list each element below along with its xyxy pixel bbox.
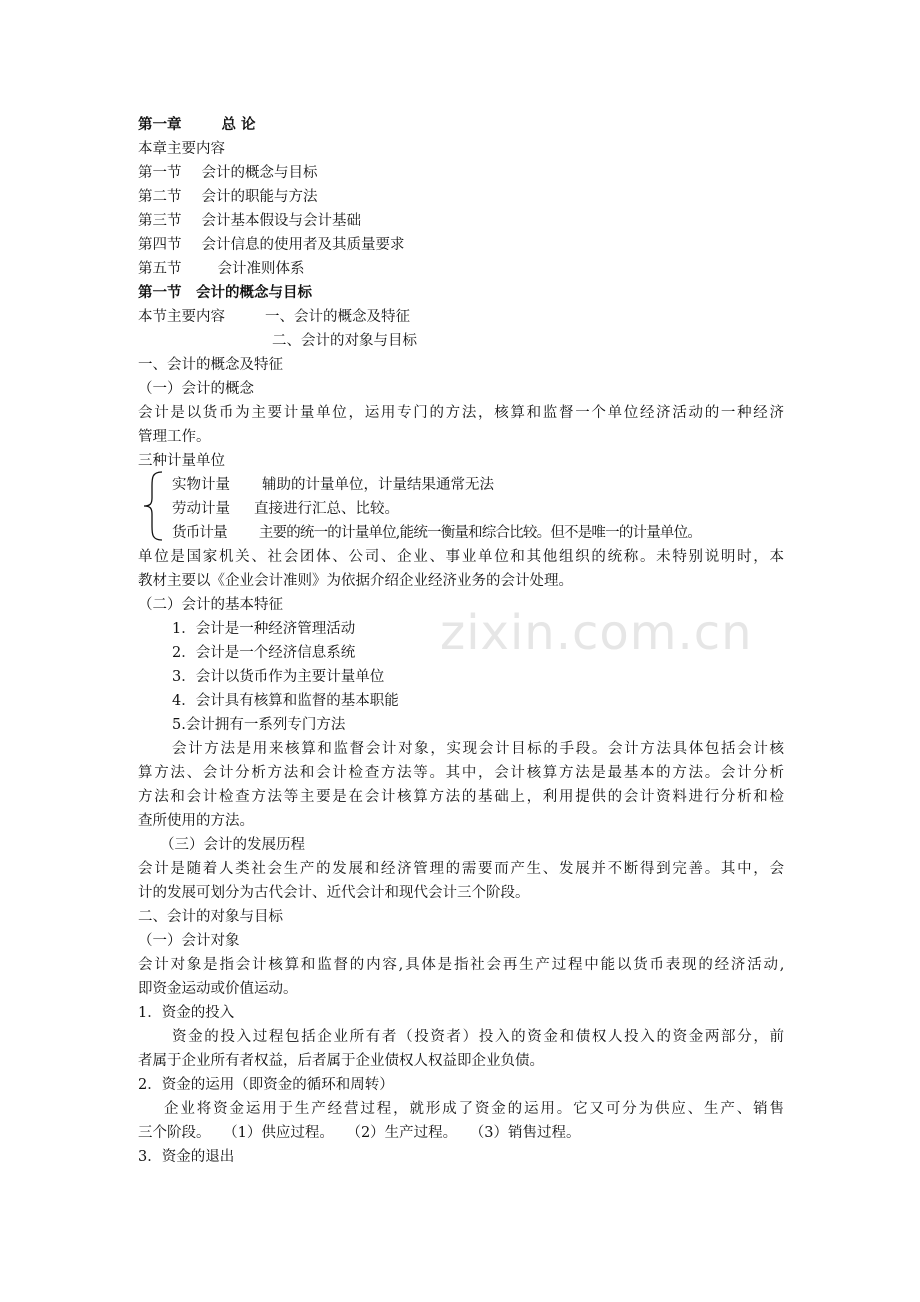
unit-row — [172, 499, 399, 519]
part2-heading: 二、会计的对象与目标 — [138, 909, 283, 925]
method-paragraph-line: 会计方法是用来核算和监督会计对象，实现会计目标的手段。会计方法具体包括会计核 — [172, 741, 784, 757]
unit-name: 劳动计量 — [172, 501, 230, 517]
unit-desc: 主要的统一的计量单位,能统一衡量和综合比较。但不是唯一的计量单位。 — [258, 525, 702, 541]
contents-heading: 本章主要内容 — [138, 141, 225, 157]
chapter-heading — [138, 115, 256, 135]
unit-desc: 辅助的计量单位，计量结果通常无法 — [262, 477, 494, 493]
section-summary-label: 本节主要内容 — [138, 309, 225, 325]
unit-name: 实物计量 — [172, 477, 230, 493]
curly-brace-icon — [140, 470, 166, 542]
feature-item: 5.会计拥有一系列专门方法 — [172, 717, 346, 733]
part1-sub1: （一）会计的概念 — [138, 381, 254, 397]
object-paragraph-line: 即资金运动或价值运动。 — [138, 981, 298, 997]
definition-line: 会计是以货币为主要计量单位，运用专门的方法，核算和监督一个单位经济活动的一种经济 — [138, 405, 784, 421]
section-heading: 第一节 会计的概念与目标 — [138, 284, 312, 301]
contents-item: 第三节 会计基本假设与会计基础 — [138, 213, 361, 229]
unit-desc: 直接进行汇总、比较。 — [254, 501, 399, 517]
method-paragraph-line: 查所使用的方法。 — [138, 813, 254, 829]
part2-sub1: （一）会计对象 — [138, 933, 240, 949]
unit-row — [172, 523, 701, 543]
feature-item: 1．会计是一种经济管理活动 — [172, 621, 356, 637]
method-paragraph-line: 算方法、会计分析方法和会计检查方法等。其中，会计核算方法是最基本的方法。会计分析 — [138, 765, 784, 781]
capital-item-heading: 1．资金的投入 — [138, 1005, 235, 1021]
unit-row — [172, 475, 494, 495]
definition-line: 管理工作。 — [138, 429, 211, 445]
contents-item: 第五节 会计准则体系 — [138, 261, 305, 277]
capital-paragraph-line: 三个阶段。 （1）供应过程。 （2）生产过程。 （3）销售过程。 — [138, 1125, 581, 1141]
watermark-text: zixin.com.cn — [440, 605, 753, 661]
chapter-title: 总 论 — [221, 116, 256, 133]
capital-paragraph-line: 者属于企业所有者权益，后者属于企业债权人权益即企业负债。 — [138, 1053, 544, 1069]
units-heading: 三种计量单位 — [138, 453, 225, 469]
contents-item: 第四节 会计信息的使用者及其质量要求 — [138, 237, 405, 253]
contents-item: 第一节 会计的概念与目标 — [138, 165, 318, 181]
development-line: 计的发展可划分为古代会计、近代会计和现代会计三个阶段。 — [138, 885, 530, 901]
unit-name: 货币计量 — [172, 525, 227, 541]
unit-paragraph-line: 单位是国家机关、社会团体、公司、企业、事业单位和其他组织的统称。未特别说明时，本 — [138, 549, 784, 565]
capital-item-heading: 3．资金的退出 — [138, 1149, 235, 1165]
feature-item: 4．会计具有核算和监督的基本职能 — [172, 693, 399, 709]
object-paragraph-line: 会计对象是指会计核算和监督的内容,具体是指社会再生产过程中能以货币表现的经济活动, — [138, 957, 784, 973]
section-summary-item: 二、会计的对象与目标 — [272, 333, 417, 349]
capital-item-heading: 2．资金的运用（即资金的循环和周转） — [138, 1077, 394, 1093]
method-paragraph-line: 方法和会计检查方法等主要是在会计核算方法的基础上，利用提供的会计资料进行分析和检 — [138, 789, 784, 805]
chapter-number: 第一章 — [138, 116, 182, 133]
part1-sub3: （三）会计的发展历程 — [160, 837, 305, 853]
development-line: 会计是随着人类社会生产的发展和经济管理的需要而产生、发展并不断得到完善。其中，会 — [138, 861, 784, 877]
part1-sub2: （二）会计的基本特征 — [138, 597, 283, 613]
part1-heading: 一、会计的概念及特征 — [138, 357, 283, 373]
capital-paragraph-line: 资金的投入过程包括企业所有者（投资者）投入的资金和债权人投入的资金两部分，前 — [172, 1029, 784, 1045]
capital-paragraph-line: 企业将资金运用于生产经营过程，就形成了资金的运用。它又可分为供应、生产、销售 — [164, 1101, 784, 1117]
contents-item: 第二节 会计的职能与方法 — [138, 189, 318, 205]
feature-item: 2．会计是一个经济信息系统 — [172, 645, 356, 661]
section-summary: 本节主要内容 一、会计的概念及特征 — [138, 309, 410, 325]
feature-item: 3．会计以货币作为主要计量单位 — [172, 669, 385, 685]
unit-paragraph-line: 教材主要以《企业会计准则》为依据介绍企业经济业务的会计处理。 — [138, 573, 573, 589]
